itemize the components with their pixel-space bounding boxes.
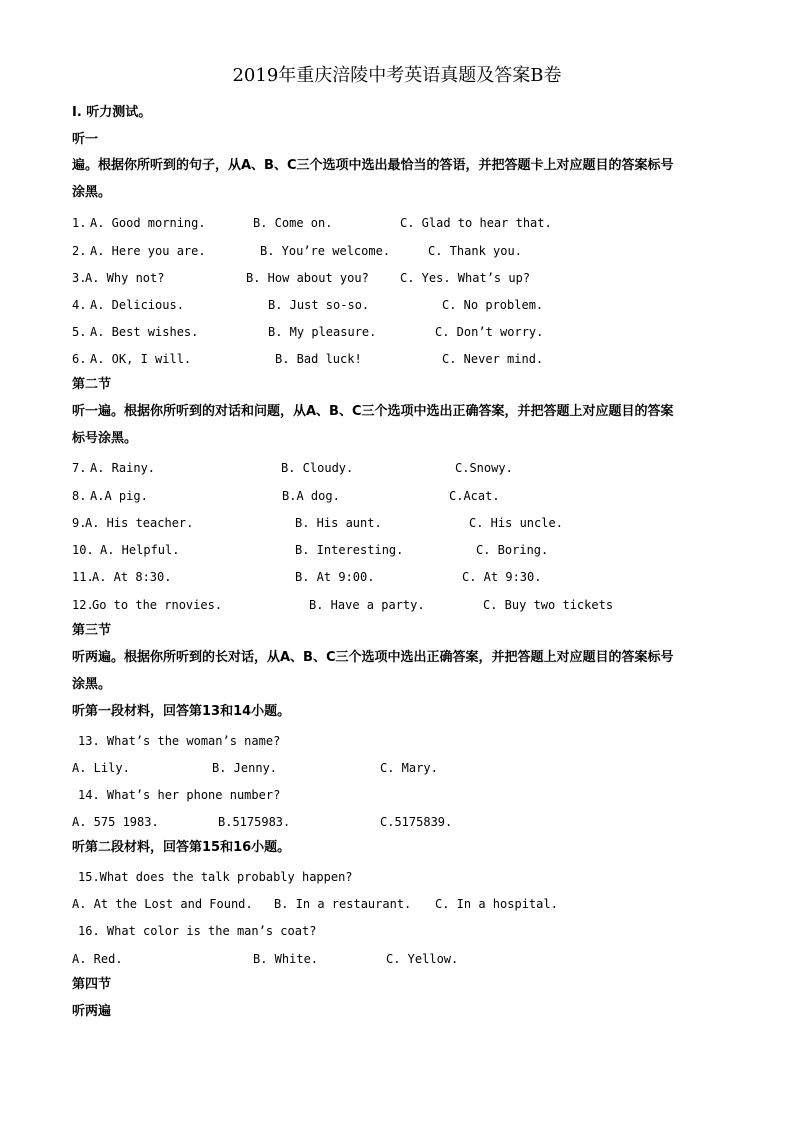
question-row <box>72 349 722 369</box>
question-row <box>72 458 722 478</box>
option-b: B. How about you? <box>246 271 369 285</box>
question-row <box>72 322 722 342</box>
question-row <box>72 513 722 533</box>
option-a: Go to the rnovies. <box>92 598 223 612</box>
question-number: 8. <box>72 489 87 503</box>
question-row <box>72 867 722 887</box>
option-c: C. Mary. <box>380 761 438 775</box>
option-c: C. No problem. <box>442 298 544 312</box>
option-c: C. Glad to hear that. <box>400 216 552 230</box>
option-b: B.A dog. <box>282 489 340 503</box>
option-c: C. Yellow. <box>386 952 459 966</box>
option-a: A. OK, I will. <box>90 352 192 366</box>
option-a: A.A pig. <box>90 489 148 503</box>
part1-instruction-line1: 遍。根据你所听到的句子，从A、B、C三个选项中选出最恰当的答语，并把答题卡上对应题目的答案标号 <box>72 158 674 173</box>
options-row <box>72 758 722 778</box>
option-a: A. Lily. <box>72 761 130 775</box>
options-row <box>72 949 722 969</box>
option-a: A. At the Lost and Found. <box>72 897 253 911</box>
option-c: C. Buy two tickets <box>483 598 614 612</box>
question-number: 10. <box>72 543 94 557</box>
option-c: C. Thank you. <box>428 244 522 258</box>
question-number: 2. <box>72 244 87 258</box>
option-c: C.Acat. <box>449 489 500 503</box>
option-a: A. Best wishes. <box>90 325 199 339</box>
part4-heading: 第四节 <box>72 977 112 992</box>
option-b: B. White. <box>253 952 319 966</box>
option-b: B. His aunt. <box>295 516 382 530</box>
option-b: B. Cloudy. <box>281 461 354 475</box>
option-c: C. His uncle. <box>469 516 563 530</box>
part2-heading: 第二节 <box>72 377 112 392</box>
part2-instruction-line2: 标号涂黑。 <box>72 431 138 446</box>
question-row <box>72 213 722 233</box>
option-c: C. Boring. <box>476 543 549 557</box>
option-b: B. Just so-so. <box>268 298 370 312</box>
option-b: B. In a restaurant. <box>274 897 412 911</box>
part4-instruction-line1: 听两遍 <box>72 1004 112 1019</box>
option-b: B. Come on. <box>253 216 333 230</box>
option-c: C. Never mind. <box>442 352 544 366</box>
option-a: A. Helpful. <box>100 543 180 557</box>
part3-group1-heading: 听第一段材料，回答第13和14小题。 <box>72 704 291 719</box>
option-b: B. At 9:00. <box>295 570 375 584</box>
question-number: 4. <box>72 298 87 312</box>
part3-instruction-line1: 听两遍。根据你所听到的长对话，从A、B、C三个选项中选出正确答案，并把答题上对应题目的答案标号 <box>72 650 674 665</box>
question-row <box>72 486 722 506</box>
question-text: 15.What does the talk probably happen? <box>78 870 353 884</box>
part3-group2-heading: 听第二段材料，回答第15和16小题。 <box>72 840 291 855</box>
part2-instruction-line1: 听一遍。根据你所听到的对话和问题，从A、B、C三个选项中选出正确答案，并把答题上对应题目的答案 <box>72 404 674 419</box>
question-number: 1. <box>72 216 87 230</box>
question-row <box>72 540 722 560</box>
option-c: C. Yes. What’s up? <box>400 271 531 285</box>
option-c: C.5175839. <box>380 815 453 829</box>
option-b: B. Interesting. <box>295 543 404 557</box>
question-text: 14. What’s her phone number? <box>78 788 281 802</box>
option-b: B. You’re welcome. <box>260 244 391 258</box>
option-b: B. Have a party. <box>309 598 425 612</box>
question-row <box>72 241 722 261</box>
question-row <box>72 785 722 805</box>
document-title: 2019年重庆涪陵中考英语真题及答案B卷 <box>232 65 562 86</box>
option-c: C. In a hospital. <box>435 897 558 911</box>
question-number: 11. <box>72 570 94 584</box>
part3-instruction-line2: 涂黑。 <box>72 677 112 692</box>
option-a: A. Why not? <box>85 271 165 285</box>
part1-instruction-line2: 涂黑。 <box>72 185 112 200</box>
option-a: A. Delicious. <box>90 298 184 312</box>
question-number: 3. <box>72 271 87 285</box>
part1-heading: 听一 <box>72 132 99 147</box>
option-b: B. Bad luck! <box>275 352 362 366</box>
option-c: C. Don’t worry. <box>435 325 544 339</box>
question-row <box>72 595 722 615</box>
option-a: A. Good morning. <box>90 216 206 230</box>
question-text: 13. What’s the woman’s name? <box>78 734 281 748</box>
option-c: C.Snowy. <box>455 461 513 475</box>
option-a: A. Here you are. <box>90 244 206 258</box>
question-text: 16. What color is the man’s coat? <box>78 924 317 938</box>
option-b: B. My pleasure. <box>268 325 377 339</box>
options-row <box>72 894 722 914</box>
option-a: A. Red. <box>72 952 123 966</box>
option-a: A. His teacher. <box>85 516 194 530</box>
options-row <box>72 812 722 832</box>
question-number: 5. <box>72 325 87 339</box>
question-number: 6. <box>72 352 87 366</box>
part3-heading: 第三节 <box>72 623 112 638</box>
question-row <box>72 268 722 288</box>
question-row <box>72 731 722 751</box>
question-number: 9. <box>72 516 87 530</box>
question-number: 12. <box>72 598 94 612</box>
option-b: B. Jenny. <box>212 761 278 775</box>
question-row <box>72 567 722 587</box>
option-a: A. At 8:30. <box>92 570 172 584</box>
question-row <box>72 921 722 941</box>
question-row <box>72 295 722 315</box>
section-heading-listening: I. 听力测试。 <box>72 105 152 120</box>
option-b: B.5175983. <box>218 815 291 829</box>
question-number: 7. <box>72 461 87 475</box>
option-c: C. At 9:30. <box>462 570 542 584</box>
option-a: A. Rainy. <box>90 461 156 475</box>
option-a: A. 575 1983. <box>72 815 159 829</box>
